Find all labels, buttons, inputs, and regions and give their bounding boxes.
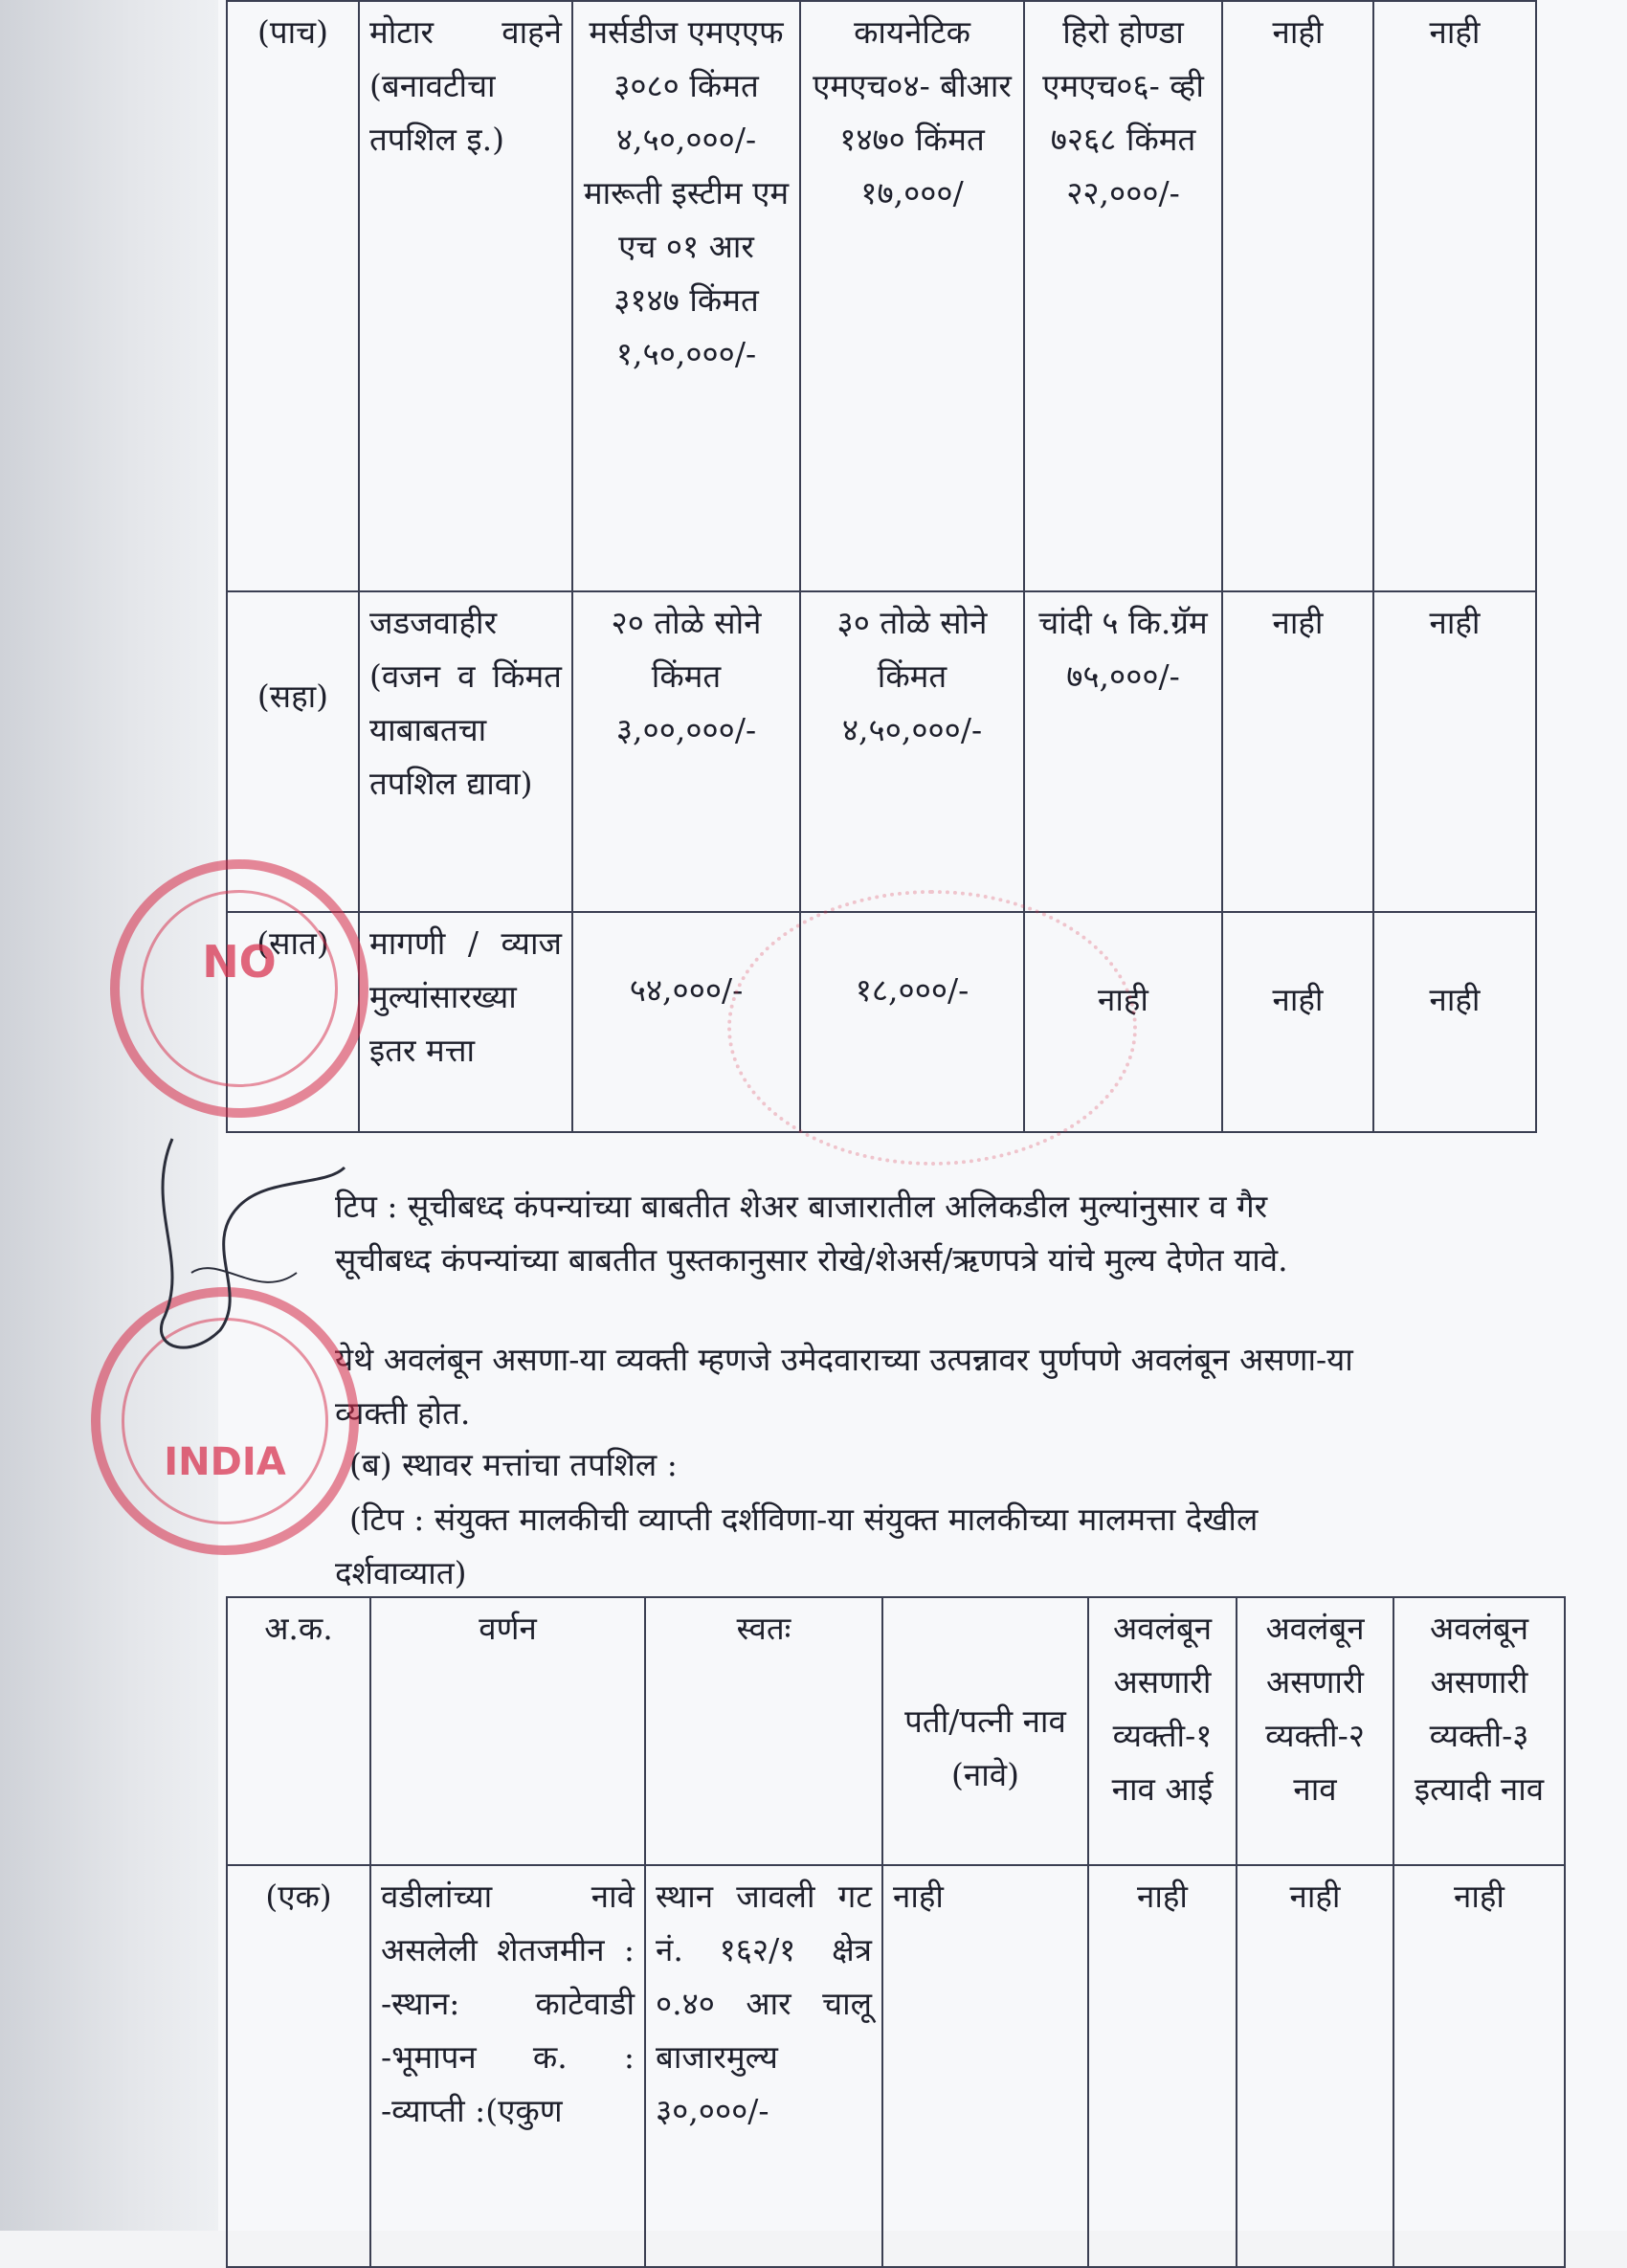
table-row <box>227 591 1536 912</box>
column-header-serial: अ.क. <box>227 1597 370 1865</box>
self-cell: स्थान जावली गट नं. १६२/१ क्षेत्र ०.४० आर चालू बाजारमुल्य ३०,०००/- <box>645 1865 882 2267</box>
dependent-1-cell: नाही <box>1024 912 1222 1132</box>
immovable-assets-table <box>226 1596 1566 2268</box>
column-header-dependent-1: अवलंबून असणारी व्यक्ती-१ नाव आई <box>1088 1597 1237 1865</box>
self-cell: २० तोळे सोने किंमत ३,००,०००/- <box>572 591 800 912</box>
dependent-2-cell: नाही <box>1222 1 1373 591</box>
spouse-cell: नाही <box>882 1865 1088 2267</box>
column-header-dependent-2: अवलंबून असणारी व्यक्ती-२ नाव <box>1237 1597 1393 1865</box>
dependent-3-cell: नाही <box>1393 1865 1565 2267</box>
note-dependents-line1: येथे अवलंबून असणा-या व्यक्ती म्हणजे उमेदवाराच्या उत्पन्नावर पुर्णपणे अवलंबून असणा-या <box>335 1341 1353 1378</box>
description-cell: मोटार वाहने (बनावटीचा तपशिल इ.) <box>359 1 572 591</box>
section-b-heading: (ब) स्थावर मत्तांचा तपशिल : <box>349 1446 678 1483</box>
stamp-text-bottom: INDIA <box>164 1440 286 1484</box>
description-cell: जडजवाहीर (वजन व किंमत याबाबतचा तपशिल द्यावा) <box>359 591 572 912</box>
column-header-self: स्वतः <box>645 1597 882 1865</box>
spouse-cell: १८,०००/- <box>800 912 1024 1132</box>
faint-stamp-impression <box>727 890 1137 1166</box>
note-dependents-line2: व्यक्ती होत. <box>335 1394 471 1432</box>
dependent-3-cell: नाही <box>1373 591 1536 912</box>
description-cell: मागणी / व्याज मुल्यांसारख्या इतर मत्ता <box>359 912 572 1132</box>
dependent-2-cell: नाही <box>1222 912 1373 1132</box>
column-header-description: वर्णन <box>370 1597 645 1865</box>
spouse-cell: कायनेटिक एमएच०४- बीआर १४७० किंमत १७,०००/ <box>800 1 1024 591</box>
note-joint-ownership-line2: दर्शवाव्यात) <box>335 1554 467 1591</box>
column-header-spouse: पती/पत्नी नाव (नावे) <box>882 1597 1088 1865</box>
table-row <box>227 1 1536 591</box>
dependent-2-cell: नाही <box>1222 591 1373 912</box>
table-row <box>227 1865 1565 2267</box>
serial-cell: (पाच) <box>227 1 359 591</box>
description-cell: वडीलांच्या नावे असलेली शेतजमीन : -स्थान: काटेवाडी -भूमापन क. : -व्याप्ती :(एकुण <box>370 1865 645 2267</box>
self-cell: ५४,०००/- <box>572 912 800 1132</box>
column-header-dependent-3: अवलंबून असणारी व्यक्ती-३ इत्यादी नाव <box>1393 1597 1565 1865</box>
self-cell: मर्सडीज एमएएफ ३०८० किंमत ४,५०,०००/- मारूती इस्टीम एम एच ०१ आर ३१४७ किंमत १,५०,०००/- <box>572 1 800 591</box>
serial-cell: (सात) <box>227 912 359 1132</box>
spouse-cell: ३० तोळे सोने किंमत ४,५०,०००/- <box>800 591 1024 912</box>
dependent-1-cell: हिरो होण्डा एमएच०६- व्ही ७२६८ किंमत २२,०००/- <box>1024 1 1222 591</box>
dependent-2-cell: नाही <box>1237 1865 1393 2267</box>
signature-mark <box>134 1129 354 1378</box>
notary-stamp-top <box>110 859 368 1118</box>
table-header-row <box>227 1597 1565 1865</box>
note-share-valuation-line1: टिप : सूचीबध्द कंपन्यांच्या बाबतीत शेअर बाजारातील अलिकडील मुल्यांनुसार व गैर <box>335 1188 1268 1225</box>
facing-page-edge <box>0 0 220 2231</box>
dependent-3-cell: नाही <box>1373 1 1536 591</box>
serial-cell: (एक) <box>227 1865 370 2267</box>
note-joint-ownership-line1: (टिप : संयुक्त मालकीची व्याप्ती दर्शविणा-या संयुक्त मालकीच्या मालमत्ता देखील <box>349 1501 1259 1538</box>
note-share-valuation-line2: सूचीबध्द कंपन्यांच्या बाबतीत पुस्तकानुसार रोखे/शेअर्स/ऋणपत्रे यांचे मुल्य देणेत यावे. <box>335 1241 1288 1279</box>
stamp-text-top: NO <box>202 936 277 988</box>
dependent-1-cell: चांदी ५ कि.ग्रॅम ७५,०००/- <box>1024 591 1222 912</box>
dependent-3-cell: नाही <box>1373 912 1536 1132</box>
serial-cell: (सहा) <box>227 591 359 912</box>
dependent-1-cell: नाही <box>1088 1865 1237 2267</box>
